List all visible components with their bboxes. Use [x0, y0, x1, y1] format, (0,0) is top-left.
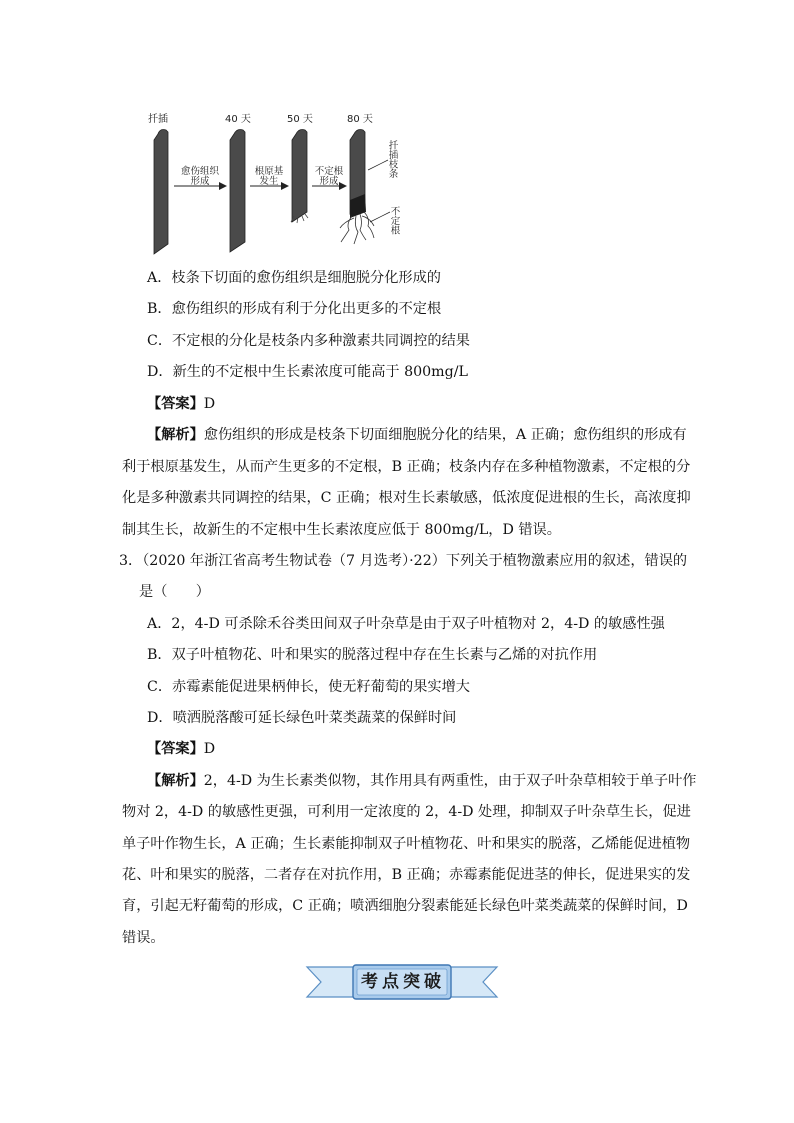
q2-explanation-line-3: 化是多种激素共同调控的结果，C 正确；根对生长素敏感，低浓度促进根的生长，高浓度抑: [122, 490, 691, 506]
side-label-cutting: 扦插枝条: [386, 140, 398, 178]
arrow-2-label-line1: 根原基: [254, 166, 284, 177]
q3-answer-label: 【答案】: [147, 741, 204, 757]
q3-option-a: A．2，4-D 可杀除禾谷类田间双子叶杂草是由于双子叶植物对 2，4-D 的敏感性强: [147, 616, 665, 632]
rooting-process-figure: [140, 104, 440, 260]
arrow-1-label-line2: 形成: [190, 176, 210, 187]
q2-answer-value: D: [203, 396, 216, 412]
arrow-1-label-line1: 愈伤组织: [180, 166, 220, 177]
q3-option-b: B．双子叶植物花、叶和果实的脱落过程中存在生长素与乙烯的对抗作用: [147, 647, 598, 663]
section-banner: [305, 961, 499, 1003]
banner-title: 考点突破: [361, 972, 445, 992]
arrow-3-label-line1: 不定根: [314, 166, 344, 177]
q3-explanation-line-3: 单子叶作物生长，A 正确；生长素能抑制双子叶植物花、叶和果实的脱落，乙烯能促进植物: [122, 836, 691, 852]
q2-explanation-label: 【解析】: [147, 427, 204, 443]
q2-answer-label: 【答案】: [147, 396, 204, 412]
q3-explanation-text-1: 2，4-D 为生长素类似物，其作用具有两重性，由于双子叶杂草相较于单子叶作: [203, 773, 697, 789]
q2-option-c: C．不定根的分化是枝条内多种激素共同调控的结果: [147, 333, 470, 349]
q3-answer-value: D: [203, 741, 216, 757]
q3-explanation-label: 【解析】: [147, 773, 204, 789]
cutting-stem-2: [292, 130, 307, 223]
q3-explanation-line-6: 错误。: [122, 930, 165, 946]
q2-explanation-line-1: [147, 425, 794, 445]
pointer-root: [370, 212, 390, 222]
adventitious-roots-3: [340, 212, 374, 244]
q3-stem-line-1: 3．（2020 年浙江省高考生物试卷（7 月选考）·22）下列关于植物激素应用的叙述，错误的: [119, 553, 688, 569]
pointer-stem: [368, 160, 388, 170]
stage-label-0: 扦插: [148, 114, 168, 125]
stage-label-1: 40 天: [225, 114, 251, 125]
q2-explanation-line-2: 利于根原基发生，从而产生更多的不定根，B 正确；枝条内存在多种植物激素，不定根的分: [122, 459, 691, 475]
stage-label-2: 50 天: [287, 114, 313, 125]
q2-option-b: B．愈伤组织的形成有利于分化出更多的不定根: [147, 301, 442, 317]
q3-explanation-line-5: 育，引起无籽葡萄的形成，C 正确；喷洒细胞分裂素能延长绿色叶菜类蔬菜的保鲜时间，D: [122, 898, 688, 914]
q2-explanation-text-1: 愈伤组织的形成是枝条下切面细胞脱分化的结果，A 正确；愈伤组织的形成有: [203, 427, 687, 443]
q3-explanation-line-2: 物对 2，4-D 的敏感性更强，可利用一定浓度的 2，4-D 处理，抑制双子叶杂草生长，促进: [122, 804, 691, 820]
q2-answer: [147, 394, 794, 414]
q2-option-d: D．新生的不定根中生长素浓度可能高于 800mg/L: [147, 364, 468, 380]
stage-label-3: 80 天: [347, 114, 373, 125]
q2-explanation-line-4: 制其生长，故新生的不定根中生长素浓度应低于 800mg/L，D 错误。: [122, 522, 561, 538]
q3-answer: [147, 739, 794, 759]
side-label-root: 不定根: [388, 206, 400, 235]
q3-explanation-line-1: [147, 771, 794, 791]
q3-option-c: C．赤霉素能促进果柄伸长，使无籽葡萄的果实增大: [147, 679, 470, 695]
arrow-3-label-line2: 形成: [319, 176, 339, 187]
cutting-stem-1: [230, 130, 245, 253]
arrow-2-label-line2: 发生: [259, 176, 279, 187]
cutting-stem-0: [154, 130, 168, 255]
rooting-diagram: [140, 104, 440, 260]
q3-explanation-line-4: 花、叶和果实的脱落，二者存在对抗作用，B 正确；赤霉素能促进茎的伸长，促进果实的发: [122, 867, 691, 883]
q2-option-a: A．枝条下切面的愈伤组织是细胞脱分化形成的: [147, 270, 441, 286]
q3-stem-line-2: 是（ ）: [139, 584, 210, 600]
q3-option-d: D．喷洒脱落酸可延长绿色叶菜类蔬菜的保鲜时间: [147, 710, 457, 726]
